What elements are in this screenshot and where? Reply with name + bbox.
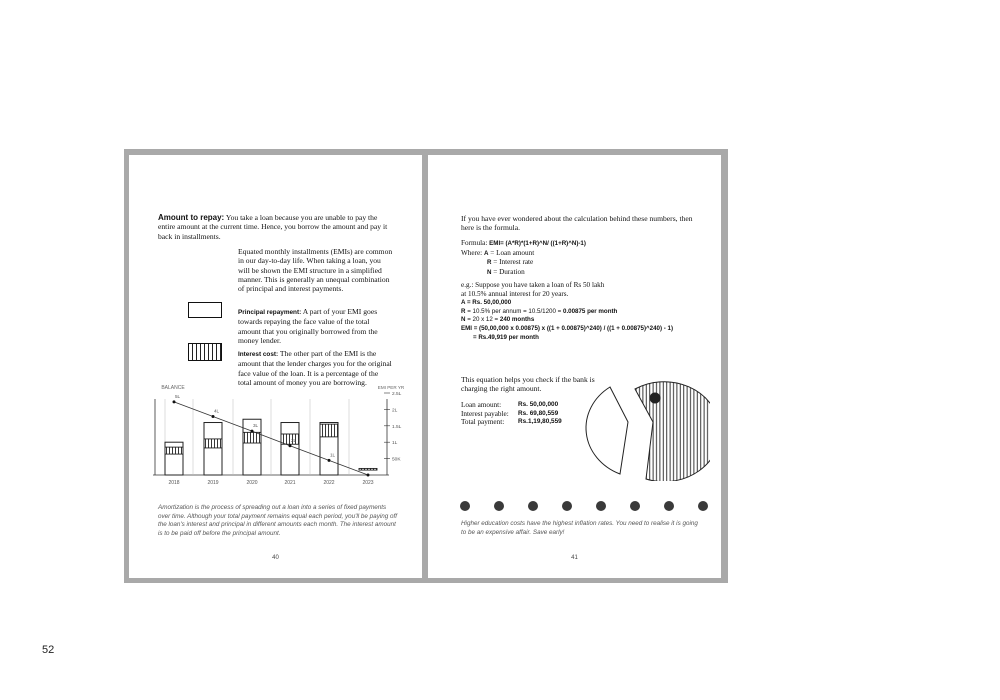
left-page-number: 40 [272, 555, 279, 561]
interest-label: Interest cost: [238, 351, 279, 358]
interest-bar [281, 423, 299, 475]
example-text: e.g.: Suppose you have taken a loan of Rs 50 lakh at 10.5% annual interest for 20 years. [461, 281, 605, 298]
outer-page-number: 52 [42, 644, 55, 656]
summary-label: Interest payable: [461, 409, 509, 418]
right-tick-label: 2.5L [392, 392, 402, 397]
left-axis-label: BALANCE [161, 385, 185, 391]
calculation-block [461, 299, 697, 343]
summary-value: Rs. 69,80,559 [518, 409, 559, 417]
decorative-dot [698, 501, 708, 511]
formula-expression: EMI= (A*R)*(1+R)^N/ ((1+R)^N)-1) [489, 240, 586, 247]
var-n-def: = Duration [491, 268, 525, 277]
decorative-dot [630, 501, 640, 511]
balance-point [289, 444, 292, 447]
interest-bar [204, 423, 222, 475]
amortization-chart [129, 381, 422, 493]
principal-label: Principal repayment: [238, 309, 302, 316]
var-a: A [483, 249, 489, 257]
calc-r-label: R [461, 307, 466, 315]
principal-bar [320, 424, 338, 437]
summary-label: Total payment: [461, 418, 505, 427]
right-axis-label: EMI PER YR [377, 385, 405, 390]
category-label: 2020 [246, 480, 258, 486]
var-n: N [487, 269, 492, 277]
pie-large-slice [635, 382, 710, 481]
intro-text: You take a loan because you are unable to pay the entire amount at the current time. Hence, you borrow the amount and pay it back in installments. [158, 213, 388, 241]
formula-prefix: Formula: [461, 239, 490, 247]
decorative-dot [494, 501, 504, 511]
formula-intro: If you have ever wondered about the calculation behind these numbers, then here is the formula. [461, 214, 693, 233]
right-page [428, 155, 721, 578]
decorative-dot [460, 501, 470, 511]
principal-bar [204, 439, 222, 448]
category-label: 2023 [362, 480, 374, 486]
interest-bar [243, 419, 261, 475]
interest-legend-swatch [188, 343, 222, 361]
category-label: 2022 [323, 480, 335, 486]
principal-paragraph [238, 307, 393, 345]
principal-legend-swatch [188, 302, 222, 318]
calc-r-mid: = 10.5% per annum = 10.5/1200 = [465, 307, 563, 315]
summary-value: Rs.1,19,80,559 [518, 418, 562, 426]
var-a-def: = Loan amount [488, 248, 535, 257]
right-tick-label: 1.5L [392, 424, 402, 430]
right-tick-label: 50K [392, 457, 401, 463]
interest-text: The other part of the EMI is the amount that the lender charges you for the original face value of the loan. It is a percentage of the total amount of money you are borrowing. [238, 349, 392, 387]
summary-label: Loan amount: [461, 401, 502, 409]
right-tick-label: 1L [392, 441, 398, 447]
category-label: 2018 [168, 480, 180, 486]
principal-bar [281, 434, 299, 444]
pie-illustration [580, 369, 710, 481]
decorative-dot [596, 501, 606, 511]
principal-text: A part of your EMI goes towards repaying the face value of the total amount that you originally borrowed from the money lender. [238, 307, 378, 345]
calc-n-label: N [461, 316, 466, 324]
summary-value: Rs. 50,00,000 [518, 401, 559, 408]
balance-label: 4L [214, 408, 220, 414]
var-r-def: = Interest rate [491, 258, 534, 267]
category-label: 2021 [284, 480, 296, 486]
balance-point [251, 430, 254, 433]
emi-paragraph: Equated monthly installments (EMIs) are common in our day-to-day life. When taking a loan, you will be shown the EMI structure in a simplified manner. This is generally an unequal combination of principal and interest payments. [238, 247, 393, 294]
dot-row [460, 500, 708, 512]
where-prefix: Where: [461, 248, 484, 257]
check-text: This equation helps you check if the bank is charging the right amount. [461, 375, 595, 394]
calc-r-value: 0.00875 per month [563, 307, 618, 315]
balance-label: 1L [330, 452, 336, 458]
book-spread [124, 149, 728, 583]
left-page [129, 155, 422, 578]
calc-emi-line: EMI = (50,00,000 x 0.00875) x ((1 + 0.00875)^240) / ((1 + 0.00875)^240) - 1) [461, 325, 674, 333]
balance-point [173, 400, 176, 403]
calc-line-a: A = Rs. 50,00,000 [461, 299, 512, 306]
right-tick-label: 2L [392, 408, 398, 414]
principal-bar [359, 468, 377, 470]
pie-small-slice [586, 387, 628, 474]
balance-point [328, 459, 331, 462]
principal-bar [165, 447, 183, 454]
calc-result-line: = Rs.49,919 per month [473, 333, 539, 341]
balance-point [367, 474, 370, 477]
decorative-dot [528, 501, 538, 511]
right-caption: Higher education costs have the highest inflation rates. You need to realise it is going to be an expensive affair. Save early! [461, 520, 698, 536]
decorative-dot [664, 501, 674, 511]
decorative-dot [562, 501, 572, 511]
balance-label: 3L [253, 423, 259, 429]
balance-label: 2L [291, 437, 297, 443]
intro-paragraph [158, 213, 393, 241]
category-label: 2019 [207, 480, 219, 486]
left-caption: Amortization is the process of spreading out a loan into a series of fixed payments over time. Although your total payment remains equal each period, you'll be paying off the loan's interest and principal in different amounts each month. The interest amount is to be paid off before the principal amount. [158, 504, 397, 537]
var-r: R [487, 259, 492, 267]
balance-point [212, 415, 215, 418]
balance-label: 5L [175, 393, 181, 399]
formula-block [461, 239, 701, 278]
section-heading: Amount to repay: [158, 213, 225, 222]
pie-dot [650, 393, 661, 404]
calc-n-value: 240 months [499, 316, 535, 324]
right-page-number: 41 [571, 555, 578, 561]
calc-n-mid: = 20 x 12 = [465, 316, 500, 324]
